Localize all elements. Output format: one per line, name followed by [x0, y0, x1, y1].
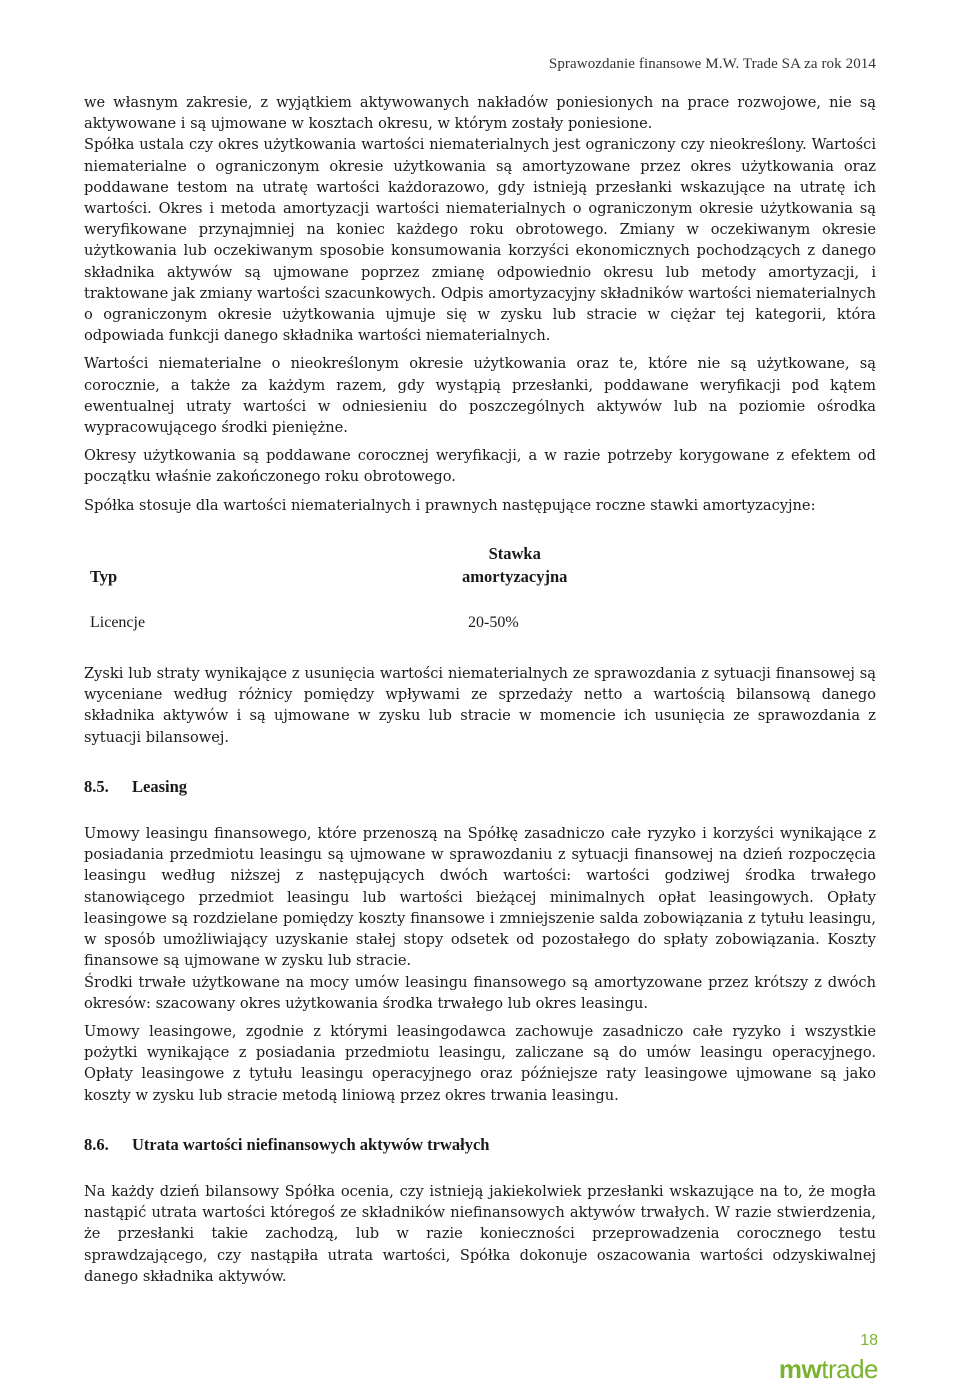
section-heading-impairment: [84, 1134, 876, 1155]
paragraph: we własnym zakresie, z wyjątkiem aktywowanych nakładów poniesionych na prace rozwojowe, nie są aktywowane i są ujmowane w kosztach okresu, w którym zostały poniesione.: [84, 94, 876, 133]
section-title: Utrata wartości niefinansowych aktywów trwałych: [132, 1134, 490, 1154]
paragraph: Zyski lub straty wynikające z usunięcia wartości niematerialnych ze sprawozdania z sytuacji finansowej są wyceniane według różnicy pomiędzy wpływami ze sprzedaży netto a wartością bilansową danego składnika aktywów i są ujmowane w zysku lub stracie w momencie ich usunięcia ze sprawozdania z sytuacji bilansowej.: [84, 665, 876, 746]
mwtrade-logo: [779, 1354, 878, 1385]
paragraph: Umowy leasingu finansowego, które przenoszą na Spółkę zasadniczo całe ryzyko i korzyści wynikające z posiadania przedmiotu leasingu są ujmowane w sprawozdaniu z sytuacji finansowej na dzień rozpoczęcia leasingu według niższej z następujących dwóch wartości: wartości godziwej środka trwałego stanowiącego przedmiot leasingu lub wartości bieżącej minimalnych opłat leasingowych. Opłaty leasingowe są rozdzielane pomiędzy koszty finansowe i zmniejszenie salda zobowiązania z tytułu leasingu, w sposób umożliwiający uzyskanie stałej stopy odsetek od pozostałego do spłaty zobowiązania. Koszty finansowe są ujmowane w zysku lub stracie.: [84, 825, 876, 970]
section-number: 8.6.: [84, 1134, 109, 1154]
page-number: 18: [860, 1332, 878, 1349]
document-body: [84, 92, 876, 1294]
section-number: 8.5.: [84, 776, 109, 796]
paragraph: Spółka ustala czy okres użytkowania wartości niematerialnych jest ograniczony czy nieokreślony. Wartości niematerialne o ograniczonym okresie użytkowania są amortyzowane przez okres użytkowania oraz poddawane testom na utratę wartości każdorazowo, gdy istnieją przesłanki wskazujące na utratę ich wartości. Okres i metoda amortyzacji wartości niematerialnych o ograniczonym okresie użytkowania są weryfikowane przynajmniej na koniec każdego roku obrotowego. Zmiany w oczekiwanym okresie użytkowania lub oczekiwanym sposobie konsumowania korzyści ekonomicznych pochodzących z danego składnika aktywów są ujmowane poprzez zmianę odpowiednio okresu lub metody amortyzacji, i traktowane jak zmiany wartości szacunkowych. Odpis amortyzacyjny składników wartości niematerialnych o ograniczonym okresie użytkowania ujmuje się w zysku lub stracie w ciężar tej kategorii, która odpowiada funkcji danego składnika wartości niematerialnych.: [84, 136, 876, 345]
logo-mw: mw: [778, 1354, 822, 1384]
paragraph: Umowy leasingowe, zgodnie z którymi leasingodawca zachowuje zasadniczo całe ryzyko i wszystkie pożytki wynikające z posiadania przedmiotu leasingu, zaliczane są do umów leasingu operacyjnego. Opłaty leasingowe z tytułu leasingu operacyjnego oraz późniejsze raty leasingowe ujmowane są jako koszty w zysku lub stracie metodą liniową przez okres trwania leasingu.: [84, 1022, 876, 1104]
column-header-rate-line1: Stawka: [488, 543, 541, 563]
table-row: [84, 588, 567, 633]
paragraph: Okresy użytkowania są poddawane corocznej weryfikacji, a w razie potrzeby korygowane z efektem od początku właśnie zakończonego roku obrotowego.: [84, 447, 876, 486]
logo-trade: trade: [821, 1354, 878, 1384]
page-header-title: Sprawozdanie finansowe M.W. Trade SA za rok 2014: [548, 56, 876, 72]
table-cell-rate: 20-50%: [468, 613, 519, 631]
paragraph: Na każdy dzień bilansowy Spółka ocenia, czy istnieją jakiekolwiek przesłanki wskazujące na to, że mogła nastąpić utrata wartości któregoś ze składników niefinansowych aktywów trwałych. W razie stwierdzenia, że przesłanki takie zachodzą, lub w razie konieczności przeprowadzenia corocznego testu sprawdzającego, czy nastąpiła utrata wartości, Spółka dokonuje oszacowania wartości odzyskiwalnej danego składnika aktywów.: [84, 1182, 876, 1285]
amortization-rates-table: [84, 542, 567, 633]
table-header-row: [84, 542, 567, 588]
column-header-rate-line2: amortyzacyjna: [462, 566, 568, 586]
section-title: Leasing: [132, 776, 188, 796]
column-header-type: Typ: [90, 566, 118, 586]
paragraph: Środki trwałe użytkowane na mocy umów leasingu finansowego są amortyzowane przez krótszy z dwóch okresów: szacowany okres użytkowania środka trwałego lub okres leasingu.: [84, 973, 876, 1012]
column-header-rate: [438, 542, 567, 588]
paragraph: Wartości niematerialne o nieokreślonym okresie użytkowania oraz te, które nie są użytkowane, są corocznie, a także za każdym razem, gdy wystąpią przesłanki, poddawane weryfikacji pod kątem ewentualnej utraty wartości w odniesieniu do poszczególnych aktywów lub na poziomie ośrodka wypracowującego środki pieniężne.: [84, 355, 876, 437]
section-heading-leasing: [84, 776, 876, 797]
table-cell-type: Licencje: [90, 613, 146, 631]
paragraph: Spółka stosuje dla wartości niematerialnych i prawnych następujące roczne stawki amortyzacyjne:: [84, 496, 816, 514]
